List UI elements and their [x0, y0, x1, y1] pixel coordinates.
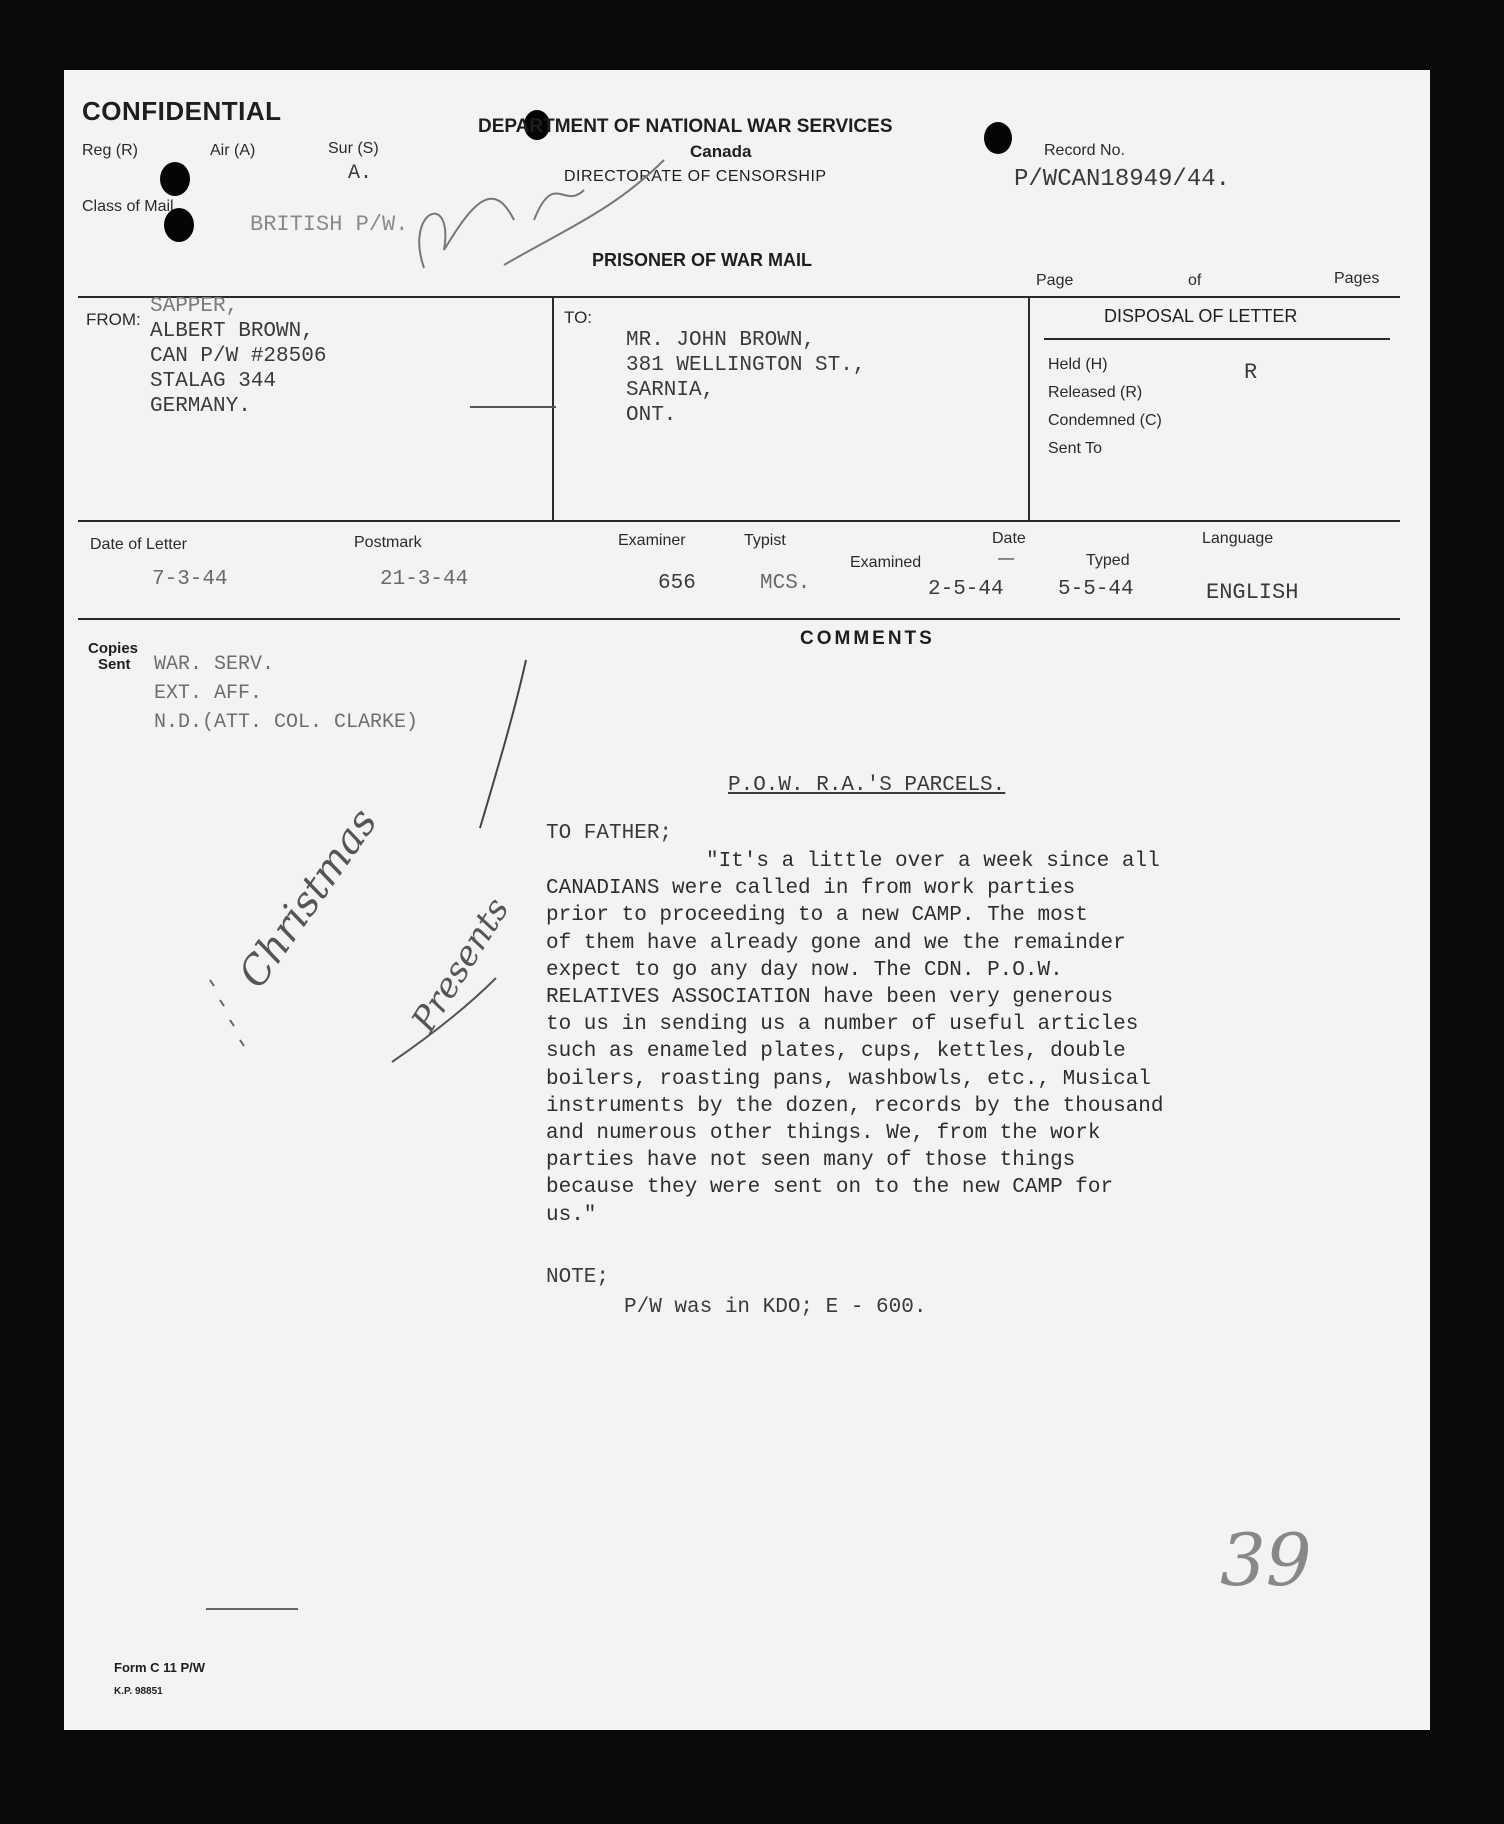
- from-line: ALBERT BROWN,: [150, 320, 314, 343]
- date-dash: —: [998, 550, 1014, 567]
- comments-body: [546, 848, 1164, 1229]
- rule: [78, 618, 1400, 620]
- handwritten-page-number: 39: [1220, 1518, 1312, 1602]
- disposal-value: R: [1244, 360, 1258, 385]
- note-text: P/W was in KDO; E - 600.: [624, 1296, 927, 1319]
- short-rule: [206, 1608, 298, 1610]
- body-line: and numerous other things. We, from the work: [546, 1122, 1101, 1146]
- body-line: because they were sent on to the new CAMP for: [546, 1176, 1114, 1200]
- date-label: Date: [992, 530, 1026, 547]
- rule: [552, 296, 554, 522]
- body-line: RELATIVES ASSOCIATION have been very generous: [546, 986, 1114, 1010]
- condemned-label: Condemned (C): [1048, 412, 1162, 429]
- page-label: Page: [1036, 272, 1074, 289]
- from-address: [150, 294, 326, 419]
- confidential-heading: CONFIDENTIAL: [82, 96, 282, 126]
- pencil-stroke: [474, 654, 534, 834]
- mail-type-title: PRISONER OF WAR MAIL: [592, 250, 812, 270]
- examined-label: Examined: [850, 554, 922, 571]
- body-line: to us in sending us a number of useful articles: [546, 1013, 1139, 1037]
- copies-line: EXT. AFF.: [154, 682, 263, 705]
- to-line: MR. JOHN BROWN,: [626, 329, 816, 352]
- disposal-title: DISPOSAL OF LETTER: [1104, 306, 1298, 326]
- sent-to-label: Sent To: [1048, 440, 1102, 457]
- handwritten-christmas: Christmas: [230, 800, 387, 997]
- copies-label: Copies: [88, 640, 139, 657]
- comments-title: COMMENTS: [800, 628, 935, 649]
- examiner-label: Examiner: [618, 532, 686, 549]
- directorate-label: DIRECTORATE OF CENSORSHIP: [564, 168, 827, 185]
- form-number: Form C 11 P/W: [114, 1660, 206, 1675]
- rule: [1044, 338, 1390, 340]
- from-line: CAN P/W #28506: [150, 345, 327, 368]
- sent-label: Sent: [98, 656, 131, 673]
- reg-label: Reg (R): [82, 142, 139, 159]
- typed-value: 5-5-44: [1058, 578, 1134, 601]
- pencil-mark: [470, 406, 556, 408]
- punch-hole: [160, 162, 190, 196]
- of-label: of: [1188, 272, 1202, 289]
- comments-salutation: TO FATHER;: [546, 822, 673, 845]
- from-line: STALAG 344: [150, 370, 277, 393]
- kp-number: K.P. 98851: [114, 1686, 163, 1697]
- from-line: SAPPER,: [150, 295, 239, 318]
- record-no-label: Record No.: [1044, 142, 1125, 159]
- from-label: FROM:: [86, 310, 141, 329]
- to-line: SARNIA,: [626, 379, 715, 402]
- air-label: Air (A): [210, 142, 256, 159]
- handwritten-underline: [384, 970, 504, 1070]
- pencil-dots: [200, 970, 280, 1060]
- to-label: TO:: [564, 308, 593, 327]
- sur-value: A.: [348, 162, 373, 185]
- postmark-value: 21-3-44: [380, 568, 469, 591]
- country-label: Canada: [690, 142, 752, 161]
- body-line: "It's a little over a week since all: [706, 850, 1160, 873]
- rule: [1028, 296, 1030, 522]
- typist-value: MCS.: [760, 572, 811, 595]
- body-line: instruments by the dozen, records by the thousand: [546, 1094, 1164, 1118]
- date-of-letter-value: 7-3-44: [152, 568, 228, 591]
- rule: [78, 520, 1400, 522]
- body-line: prior to proceeding to a new CAMP. The most: [546, 904, 1088, 928]
- language-value: ENGLISH: [1206, 580, 1299, 605]
- to-address: [626, 328, 865, 428]
- class-of-mail-label: Class of Mail: [82, 198, 174, 215]
- body-line: of them have already gone and we the remainder: [546, 931, 1126, 955]
- released-label: Released (R): [1048, 384, 1143, 401]
- class-of-mail-value: BRITISH P/W.: [250, 212, 409, 237]
- body-line: us.": [546, 1203, 597, 1227]
- typist-label: Typist: [744, 532, 786, 549]
- from-line: GERMANY.: [150, 395, 251, 418]
- note-label: NOTE;: [546, 1266, 610, 1289]
- body-line: parties have not seen many of those things: [546, 1149, 1076, 1173]
- date-of-letter-label: Date of Letter: [90, 536, 187, 553]
- language-label: Language: [1202, 530, 1274, 547]
- examined-value: 2-5-44: [928, 578, 1004, 601]
- body-line: such as enameled plates, cups, kettles, double: [546, 1040, 1126, 1064]
- copies-line: WAR. SERV.: [154, 653, 275, 676]
- typed-label: Typed: [1086, 552, 1130, 569]
- department-title: DEPARTMENT OF NATIONAL WAR SERVICES: [478, 116, 893, 137]
- censorship-form: [64, 70, 1430, 1730]
- body-line: expect to go any day now. The CDN. P.O.W.: [546, 958, 1063, 982]
- held-label: Held (H): [1048, 356, 1108, 373]
- sur-label: Sur (S): [328, 140, 379, 157]
- record-no-value: P/WCAN18949/44.: [1014, 166, 1231, 193]
- postmark-label: Postmark: [354, 534, 422, 551]
- handwritten-presents: Presents: [404, 890, 518, 1040]
- pages-label: Pages: [1334, 270, 1380, 287]
- handwritten-initials: [384, 150, 684, 280]
- punch-hole: [984, 122, 1012, 154]
- body-line: CANADIANS were called in from work parties: [546, 877, 1076, 901]
- copies-line: N.D.(ATT. COL. CLARKE): [154, 711, 419, 734]
- examiner-value: 656: [658, 572, 696, 595]
- to-line: 381 WELLINGTON ST.,: [626, 354, 866, 377]
- comments-subject: P.O.W. R.A.'S PARCELS.: [728, 774, 1006, 797]
- body-line: boilers, roasting pans, washbowls, etc., Musical: [546, 1067, 1151, 1091]
- to-line: ONT.: [626, 404, 677, 427]
- copies-list: [154, 650, 418, 737]
